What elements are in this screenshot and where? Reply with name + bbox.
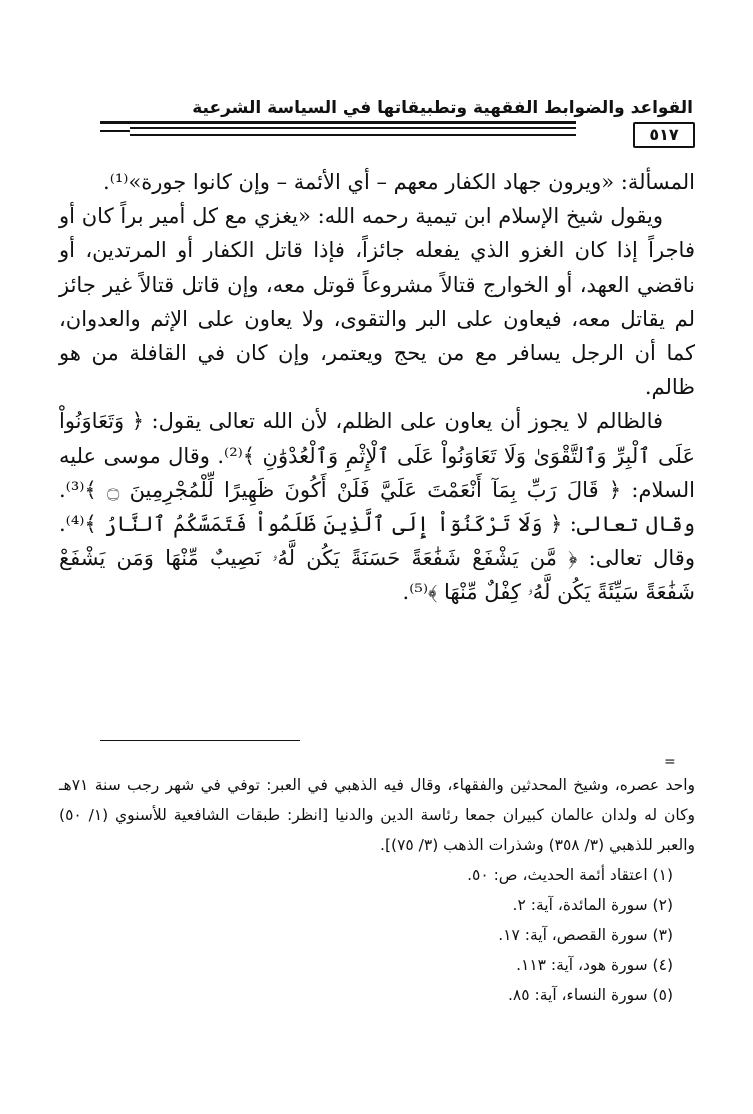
footnote-continuation: واحد عصره، وشيخ المحدثين والفقهاء، وقال فيه الذهبي في العبر: توفي في شهر رجب سنة ٧١هـ وكان له ولدان عالمان كبيران جمعا رئاسة الدين والدنيا [انظر: طبقات الشافعية للأسنوي (١/ ٥٠) والعبر للذهبي (٣/ ٣٥٨) وشذرات الذهب (٣/ ٧٥)]. — [59, 776, 695, 854]
paragraph: ويقول شيخ الإسلام ابن تيمية رحمه الله: «يغزي مع كل أمير براً كان أو فاجراً إذا كان الغزو الذي يفعله جائزاً، فإذا قاتل الكفار أو المرتدين، أو ناقضي العهد، أو الخوارج قتالاً مشروعاً قوتل معه، وإن قاتل قتالاً غير جائز لم يقاتل معه، فيعاون على البر والتقوى، ولا يعاون على الإثم والعدوان، كما أن الرجل يسافر مع من يحج ويعتمر، وإن كان في القافلة من هو ظالم. — [59, 204, 695, 400]
footnote-continuation-mark: = — [664, 754, 676, 770]
footnote-item: (٣) سورة القصص، آية: ١٧. — [498, 926, 673, 944]
footnote-separator — [100, 740, 300, 741]
header-rule-bottom — [130, 134, 576, 136]
running-header-title: القواعد والضوابط الفقهية وتطبيقاتها في السياسة الشرعية — [192, 98, 693, 118]
footnote-item: (٢) سورة المائدة، آية: ٢. — [512, 896, 673, 914]
footnote-item: (١) اعتقاد أئمة الحديث، ص: ٥٠. — [467, 866, 673, 884]
paragraph: المسألة: «ويرون جهاد الكفار معهم – أي الأئمة – وإن كانوا جورة»⁽¹⁾. — [103, 170, 695, 194]
main-text — [59, 165, 695, 610]
header-rule — [100, 121, 576, 124]
footnote-item: (٤) سورة هود، آية: ١١٣. — [516, 956, 673, 974]
footnote-item: (٥) سورة النساء، آية: ٨٥. — [507, 986, 673, 1004]
footnotes — [59, 770, 695, 1010]
header-rule-left — [100, 130, 130, 132]
header-rule-lower — [130, 127, 576, 129]
paragraph: فالظالم لا يجوز أن يعاون على الظلم، لأن الله تعالى يقول: ﴿ وَتَعَاوَنُواْ عَلَى ٱلْبِرِّ وَٱلتَّقْوَىٰ وَلَا تَعَاوَنُواْ عَلَى ٱلْإِثْمِ وَٱلْعُدْوَٰنِ ﴾⁽²⁾. وقال موسى عليه السلام: ﴿ قَالَ رَبِّ بِمَآ أَنْعَمْتَ عَلَيَّ فَلَنْ أَكُونَ ظَهِيرًا لِّلْمُجْرِمِينَ ۝ ﴾⁽³⁾. وقال تعالى: ﴿ وَلَا تَرْكَنُوٓاْ إِلَى ٱلَّذِينَ ظَلَمُواْ فَتَمَسَّكُمُ ٱلنَّارُ ﴾⁽⁴⁾. وقال تعالى: ﴿ مَّن يَشْفَعْ شَفَٰعَةً حَسَنَةً يَكُن لَّهُۥ نَصِيبٌ مِّنْهَا وَمَن يَشْفَعْ شَفَٰعَةً سَيِّئَةً يَكُن لَّهُۥ كِفْلٌ مِّنْهَا ﴾⁽⁵⁾. — [59, 409, 696, 605]
page-number: ٥١٧ — [633, 122, 695, 148]
